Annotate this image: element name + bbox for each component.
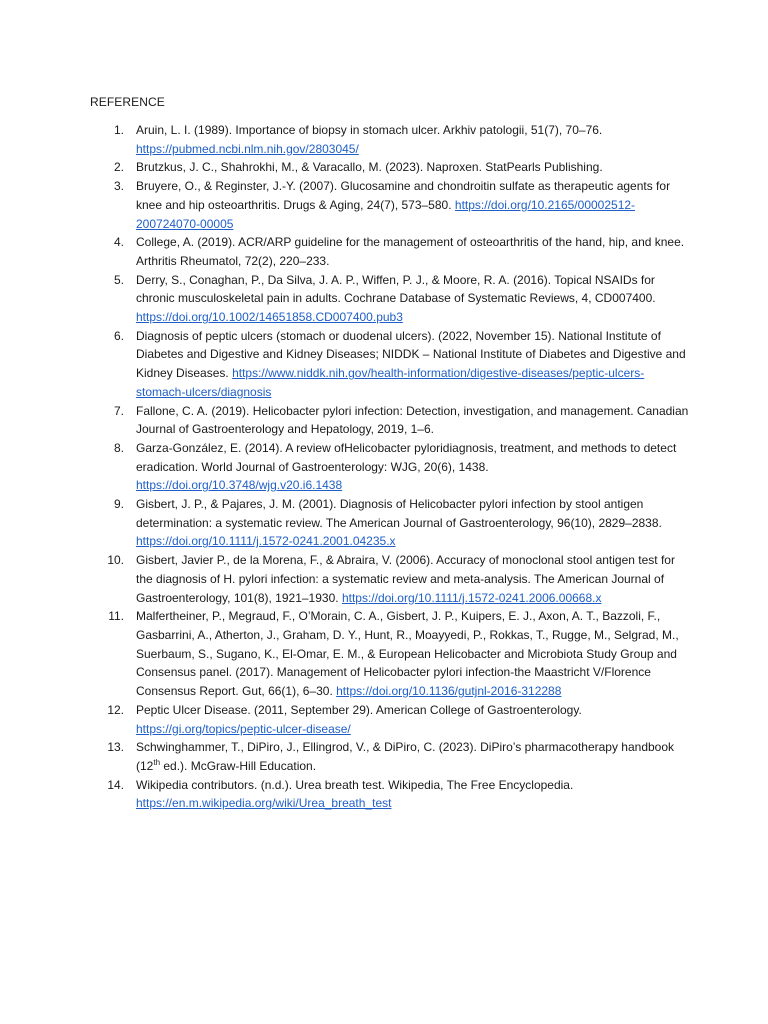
reference-item-6 <box>90 327 690 402</box>
reference-number: 12. <box>107 702 124 717</box>
reference-item-13 <box>90 738 690 775</box>
reference-text: Brutzkus, J. C., Shahrokhi, M., & Varacallo, M. (2023). Naproxen. StatPearls Publishing. <box>136 160 603 175</box>
reference-text: College, A. (2019). ACR/ARP guideline for the management of osteoarthritis of the hand, hip, and knee. Arthritis Rheumatol, 72(2), 220–233. <box>136 235 685 268</box>
reference-item-7 <box>90 402 690 439</box>
reference-number: 7. <box>113 403 124 418</box>
reference-link[interactable]: https://doi.org/10.1136/gutjnl-2016-312288 <box>336 684 562 699</box>
reference-link[interactable]: https://www.niddk.nih.gov/health-information/digestive-diseases/peptic-ulcers-stomach-ulcers/diagnosis <box>136 366 645 399</box>
superscript-ordinal: th <box>153 757 161 767</box>
reference-number: 3. <box>113 179 124 194</box>
reference-item-4 <box>90 233 690 270</box>
reference-text: Bruyere, O., & Reginster, J.-Y. (2007). Glucosamine and chondroitin sulfate as therapeutic agents for knee and hip osteoarthritis. Drugs & Aging, 24(7), 573–580. <box>136 179 671 212</box>
reference-link[interactable]: https://en.m.wikipedia.org/wiki/Urea_breath_test <box>136 796 392 811</box>
reference-item-12 <box>90 701 690 738</box>
reference-number: 1. <box>113 123 124 137</box>
reference-text: Peptic Ulcer Disease. (2011, September 29). American College of Gastroenterology. <box>136 702 582 717</box>
reference-item-10 <box>90 551 690 607</box>
reference-number: 14. <box>107 777 124 792</box>
reference-item-8 <box>90 439 690 495</box>
reference-text: Fallone, C. A. (2019). Helicobacter pylori infection: Detection, investigation, and management. Canadian Journal of Gastroenterology and Hepatology, 2019, 1–6. <box>136 403 689 437</box>
reference-link[interactable]: https://doi.org/10.1002/14651858.CD007400.pub3 <box>136 310 403 325</box>
reference-text: Malfertheiner, P., Megraud, F., O’Morain, C. A., Gisbert, J. P., Kuipers, E. J., Axon, A. T., Bazzoli, F., Gasbarrini, A., Atherton, J., Graham, D. Y., Hunt, R., Moayyedi, P., Rokkas, T., Rugge, M., Selgrad, M., Suerbaum, S., Sugano, K., El-Omar, E. M., & European Helicobacter and Microbiota Study Group and Consensus panel. (2017). Management of Helicobacter pylori infection-the Maastricht V/Florence Consensus Report. Gut, 66(1), 6–30. <box>136 609 679 699</box>
reference-link[interactable]: https://doi.org/10.2165/00002512-200724070-00005 <box>136 197 636 231</box>
reference-text: Wikipedia contributors. (n.d.). Urea breath test. Wikipedia, The Free Encyclopedia. <box>136 777 574 792</box>
reference-item-3 <box>90 177 690 233</box>
reference-number: 11. <box>108 609 124 624</box>
reference-item-11 <box>90 607 690 701</box>
reference-number: 10. <box>107 553 124 568</box>
reference-text: Diagnosis of peptic ulcers (stomach or duodenal ulcers). (2022, November 15). National Institute of Diabetes and Digestive and Kidney Diseases; NIDDK – National Institute of Diabetes and Digestive and Kidney Diseases. <box>136 328 686 381</box>
reference-number: 4. <box>113 235 124 250</box>
reference-link[interactable]: https://doi.org/10.1111/j.1572-0241.2006.00668.x <box>341 590 602 605</box>
reference-item-5 <box>90 271 690 327</box>
reference-item-2 <box>90 158 690 177</box>
reference-item-14 <box>90 776 690 813</box>
reference-number: 9. <box>113 497 124 512</box>
reference-text: Aruin, L. I. (1989). Importance of biopsy in stomach ulcer. Arkhiv patologii, 51(7), 70–76. <box>136 123 603 137</box>
reference-number: 8. <box>113 440 124 455</box>
reference-heading: REFERENCE <box>90 95 165 109</box>
reference-item-1 <box>90 121 690 158</box>
reference-link[interactable]: https://doi.org/10.1111/j.1572-0241.2001.04235.x <box>136 534 396 549</box>
reference-text-continued: ed.). McGraw-Hill Education. <box>160 758 317 773</box>
reference-number: 5. <box>113 272 124 287</box>
reference-item-9 <box>90 495 690 551</box>
reference-number: 2. <box>113 160 124 175</box>
reference-link[interactable]: https://gi.org/topics/peptic-ulcer-disease/ <box>136 721 351 736</box>
reference-text: Derry, S., Conaghan, P., Da Silva, J. A. P., Wiffen, P. J., & Moore, R. A. (2016). Topical NSAIDs for chronic musculoskeletal pain in adults. Cochrane Database of Systematic Reviews, 4, CD007400. <box>136 272 656 306</box>
reference-text: Schwinghammer, T., DiPiro, J., Ellingrod, V., & DiPiro, C. (2023). DiPiro’s pharmacotherapy handbook (12 <box>136 740 675 773</box>
reference-text: Garza-González, E. (2014). A review ofHelicobacter pyloridiagnosis, treatment, and methods to detect eradication. World Journal of Gastroenterology: WJG, 20(6), 1438. <box>136 440 677 474</box>
reference-link[interactable]: https://doi.org/10.3748/wjg.v20.i6.1438 <box>136 478 343 493</box>
reference-text: Gisbert, J. P., & Pajares, J. M. (2001). Diagnosis of Helicobacter pylori infection by stool antigen determination: a systematic review. The American Journal of Gastroenterology, 96(10), 2829–2838. <box>136 497 662 530</box>
reference-list <box>90 121 690 813</box>
reference-number: 13. <box>107 740 124 755</box>
reference-text: Gisbert, Javier P., de la Morena, F., & Abraira, V. (2006). Accuracy of monoclonal stool antigen test for the diagnosis of H. pylori infection: a systematic review and meta-analysis. The American Journal of Gastroenterology, 101(8), 1921–1930. <box>136 553 675 605</box>
reference-link[interactable]: https://pubmed.ncbi.nlm.nih.gov/2803045/ <box>136 141 359 156</box>
reference-number: 6. <box>113 328 124 343</box>
